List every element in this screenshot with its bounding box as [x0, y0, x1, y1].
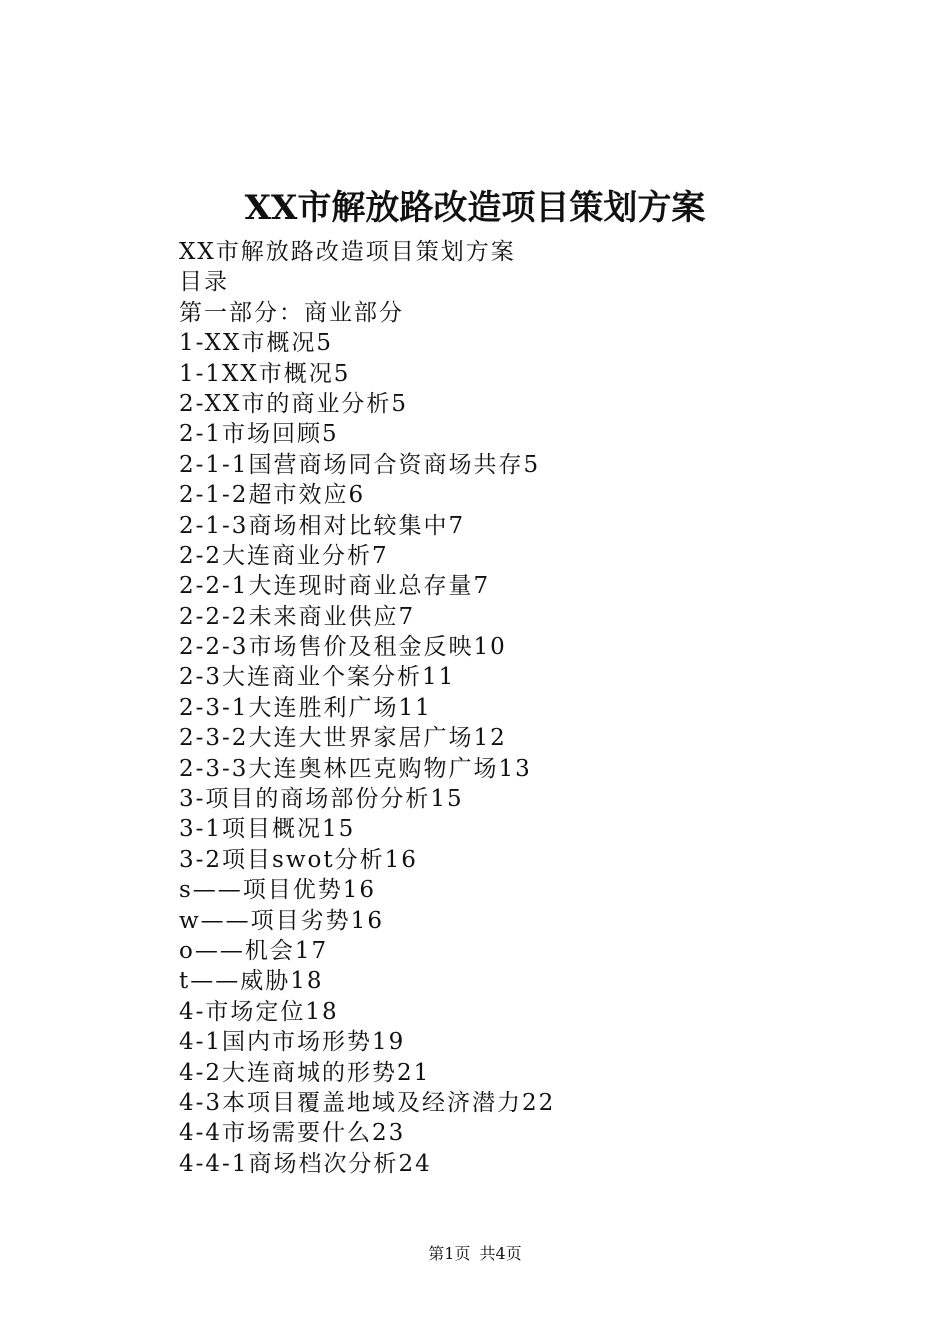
toc-entry: 3-1项目概况15	[179, 816, 356, 843]
toc-entry: 4-3本项目覆盖地域及经济潜力22	[179, 1089, 556, 1116]
toc-entry: 3-2项目swot分析16	[179, 846, 418, 873]
toc-entry: 3-项目的商场部份分析15	[179, 786, 464, 813]
toc-entry: 4-市场定位18	[179, 998, 339, 1025]
toc-entry: 2-3-3大连奥林匹克购物广场13	[179, 755, 532, 782]
toc-entry: 2-2-1大连现时商业总存量7	[179, 573, 491, 600]
toc-entry: 4-4市场需要什么23	[179, 1120, 406, 1147]
toc-entry: 4-1国内市场形势19	[179, 1029, 406, 1056]
toc-entry: 2-1-2超市效应6	[179, 482, 366, 509]
toc-entry: 2-3-2大连大世界家居广场12	[179, 725, 507, 752]
toc-entry: t——威胁18	[179, 968, 324, 995]
toc-entry: 2-2-2未来商业供应7	[179, 603, 416, 630]
toc-entry: 2-XX市的商业分析5	[179, 390, 408, 417]
toc-entry: 2-1市场回顾5	[179, 421, 339, 448]
toc-entry: 2-2大连商业分析7	[179, 542, 389, 569]
toc-entry: 4-4-1商场档次分析24	[179, 1150, 432, 1177]
document-title: XX市解放路改造项目策划方案	[244, 188, 706, 228]
toc-label: 目录	[179, 269, 229, 296]
page-footer: 第1页 共4页	[428, 1244, 522, 1263]
toc-entry: 2-1-1国营商场同合资商场共存5	[179, 451, 541, 478]
body-heading-line: XX市解放路改造项目策划方案	[179, 239, 516, 265]
table-of-contents	[179, 237, 879, 1179]
toc-entry: w——项目劣势16	[179, 907, 384, 934]
toc-entry: 2-3大连商业个案分析11	[179, 664, 456, 691]
toc-part-heading: 第一部分：商业部分	[179, 299, 404, 326]
toc-entry: 2-2-3市场售价及租金反映10	[179, 634, 507, 661]
toc-entry: 2-3-1大连胜利广场11	[179, 694, 432, 721]
toc-entry: 1-XX市概况5	[179, 330, 333, 357]
toc-entry: s——项目优势16	[179, 877, 377, 904]
toc-entry: 2-1-3商场相对比较集中7	[179, 512, 466, 539]
toc-entry: o——机会17	[179, 937, 329, 964]
toc-entry: 1-1XX市概况5	[179, 360, 351, 387]
toc-entry: 4-2大连商城的形势21	[179, 1059, 431, 1086]
